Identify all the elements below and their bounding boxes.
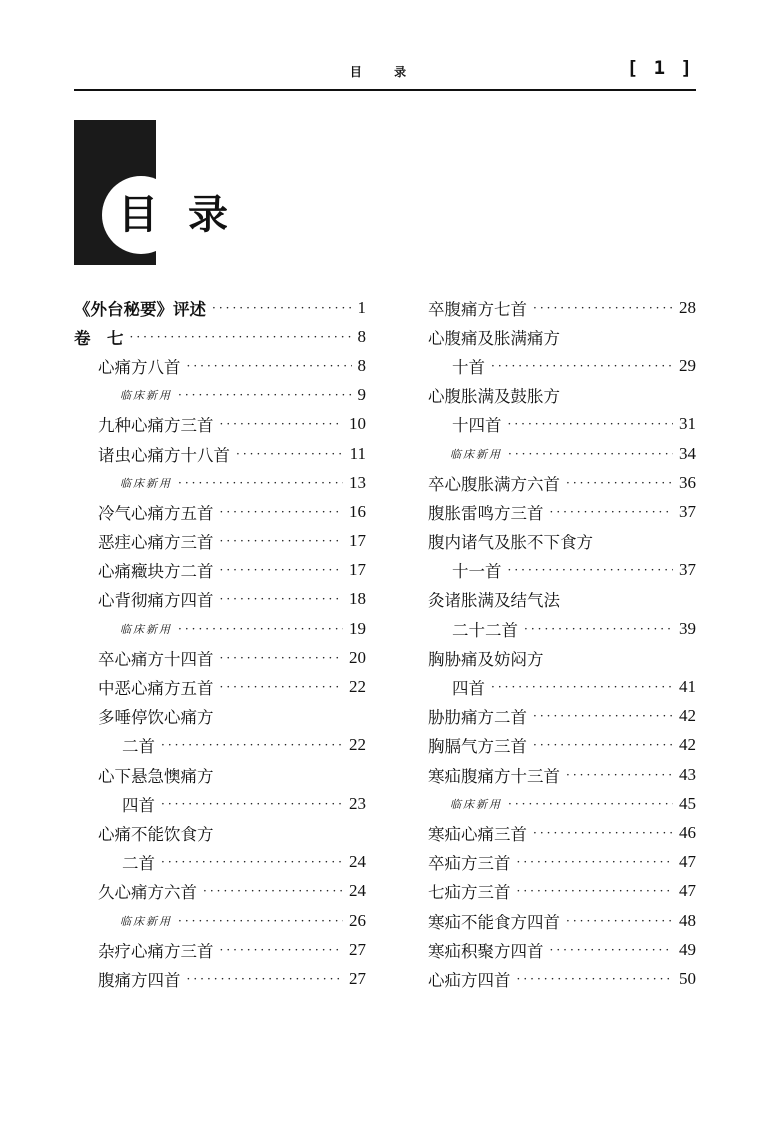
toc-entry-page: 36 — [679, 472, 696, 492]
toc-entry — [74, 381, 366, 410]
toc-entry-label: 胸胁痛及妨闷方 — [428, 649, 544, 669]
toc-entry-page: 8 — [357, 326, 366, 346]
toc-entry-page: 47 — [679, 852, 696, 872]
toc-entry — [74, 322, 366, 351]
toc-leader-dots — [161, 738, 343, 752]
toc-entry-label: 寒疝腹痛方十三首 — [428, 766, 560, 786]
toc-leader-dots — [491, 359, 673, 373]
toc-entry-page: 11 — [349, 443, 366, 463]
toc-column-right — [428, 293, 696, 994]
toc-entry-page: 18 — [349, 589, 366, 609]
toc-entry-page: 50 — [679, 968, 696, 988]
toc-entry-page: 46 — [679, 822, 696, 842]
toc-leader-dots — [517, 884, 674, 898]
toc-entry — [74, 789, 366, 818]
toc-entry-page: 31 — [679, 414, 696, 434]
toc-entry-page: 20 — [349, 647, 366, 667]
toc-entry — [428, 906, 696, 935]
toc-entry — [74, 439, 366, 468]
toc-entry — [74, 906, 366, 935]
toc-entry-page: 47 — [679, 881, 696, 901]
toc-entry — [74, 585, 366, 614]
toc-entry-label: 心痛方八首 — [98, 357, 181, 377]
toc-entry — [74, 935, 366, 964]
toc-entry-label: 腹痛方四首 — [98, 970, 181, 990]
toc-entry-page: 24 — [349, 852, 366, 872]
toc-entry — [74, 848, 366, 877]
toc-entry-label: 灸诸胀满及结气法 — [428, 591, 560, 611]
page-title-char-2: 录 — [188, 192, 228, 238]
toc-entry-page: 29 — [679, 355, 696, 375]
toc-entry — [74, 556, 366, 585]
toc-leader-dots — [491, 680, 673, 694]
toc-entry-page: 37 — [679, 501, 696, 521]
toc-entry-label: 杂疗心痛方三首 — [98, 941, 214, 961]
toc-entry-label: 卒腹痛方七首 — [428, 299, 527, 319]
toc-entry-label: 九种心痛方三首 — [98, 416, 214, 436]
toc-column-left — [74, 293, 366, 994]
toc-entry — [428, 381, 696, 410]
toc-entry — [428, 672, 696, 701]
toc-entry-label: 心疝方四首 — [428, 970, 511, 990]
toc-entry-label: 恶疰心痛方三首 — [98, 533, 214, 553]
toc-entry-label: 久心痛方六首 — [98, 883, 197, 903]
header-rule — [74, 89, 696, 91]
toc-entry-label: 卒疝方三首 — [428, 854, 511, 874]
toc-entry-label: 心腹痛及胀满痛方 — [428, 328, 560, 348]
toc-entry-page: 37 — [679, 560, 696, 580]
toc-entry-label: 临床新用 — [120, 914, 172, 928]
toc-entry — [428, 614, 696, 643]
toc-entry-page: 22 — [349, 677, 366, 697]
toc-leader-dots — [220, 943, 344, 957]
toc-entry — [428, 964, 696, 993]
toc-entry — [74, 351, 366, 380]
toc-leader-dots — [220, 680, 344, 694]
toc-entry-label: 卷 七 — [74, 328, 124, 348]
toc-entry-page: 23 — [349, 793, 366, 813]
toc-entry-page: 28 — [679, 297, 696, 317]
toc-entry-label: 七疝方三首 — [428, 883, 511, 903]
toc-entry — [428, 789, 696, 818]
toc-entry-page: 19 — [349, 618, 366, 638]
toc-leader-dots — [161, 797, 343, 811]
toc-entry-label: 冷气心痛方五首 — [98, 503, 214, 523]
toc-entry — [428, 497, 696, 526]
toc-entry-label: 多唾停饮心痛方 — [98, 708, 214, 728]
toc-entry — [428, 935, 696, 964]
toc-entry-page: 49 — [679, 939, 696, 959]
toc-entry — [74, 818, 366, 847]
toc-leader-dots — [236, 447, 344, 461]
toc-entry-page: 13 — [349, 472, 366, 492]
toc-entry — [428, 818, 696, 847]
toc-entry — [428, 702, 696, 731]
toc-entry-page: 27 — [349, 968, 366, 988]
toc-leader-dots — [220, 563, 344, 577]
toc-entry — [428, 468, 696, 497]
toc-entry — [428, 322, 696, 351]
toc-entry-label: 卒心痛方十四首 — [98, 649, 214, 669]
toc-entry — [428, 760, 696, 789]
toc-leader-dots — [220, 592, 344, 606]
toc-entry-page: 9 — [357, 385, 366, 405]
toc-entry-label: 临床新用 — [120, 622, 172, 636]
toc-entry-page: 48 — [679, 910, 696, 930]
toc-leader-dots — [220, 505, 344, 519]
toc-leader-dots — [533, 826, 673, 840]
toc-leader-dots — [566, 476, 673, 490]
toc-entry-page: 39 — [679, 618, 696, 638]
toc-leader-dots — [517, 972, 674, 986]
toc-leader-dots — [178, 388, 352, 402]
toc-entry — [74, 672, 366, 701]
toc-entry-page: 8 — [357, 355, 366, 375]
page-number: [ 1 ] — [626, 57, 694, 79]
toc-leader-dots — [178, 622, 343, 636]
toc-leader-dots — [161, 855, 343, 869]
toc-entry — [74, 410, 366, 439]
toc-entry-label: 心痛不能饮食方 — [98, 824, 214, 844]
toc-leader-dots — [550, 505, 674, 519]
running-header — [74, 55, 696, 89]
toc-entry-page: 10 — [349, 414, 366, 434]
toc-leader-dots — [566, 914, 673, 928]
toc-entry — [74, 760, 366, 789]
toc-entry-label: 临床新用 — [450, 797, 502, 811]
toc-entry — [74, 293, 366, 322]
toc-entry-page: 42 — [679, 735, 696, 755]
toc-entry-label: 心下悬急懊痛方 — [98, 766, 214, 786]
toc-leader-dots — [178, 476, 343, 490]
toc-leader-dots — [187, 972, 344, 986]
toc-entry-label: 诸虫心痛方十八首 — [98, 445, 230, 465]
toc-entry — [428, 556, 696, 585]
toc-entry-label: 《外台秘要》评述 — [74, 299, 206, 319]
toc-entry — [428, 351, 696, 380]
toc-entry-label: 寒疝心痛三首 — [428, 824, 527, 844]
toc-leader-dots — [508, 447, 673, 461]
toc-leader-dots — [533, 301, 673, 315]
toc-entry-label: 胁肋痛方二首 — [428, 708, 527, 728]
toc-entry-page: 41 — [679, 677, 696, 697]
toc-entry-label: 心腹胀满及鼓胀方 — [428, 387, 560, 407]
toc-entry — [428, 585, 696, 614]
toc-entry — [428, 410, 696, 439]
toc-entry-label: 十首 — [452, 357, 485, 377]
toc-entry — [74, 497, 366, 526]
toc-entry-label: 心背彻痛方四首 — [98, 591, 214, 611]
toc-entry — [428, 731, 696, 760]
toc-entry-label: 寒疝积聚方四首 — [428, 941, 544, 961]
toc-entry — [74, 731, 366, 760]
toc-leader-dots — [220, 417, 344, 431]
toc-entry — [428, 848, 696, 877]
toc-entry-label: 二首 — [122, 854, 155, 874]
toc-leader-dots — [203, 884, 343, 898]
toc-entry-label: 胸膈气方三首 — [428, 737, 527, 757]
toc-entry — [74, 527, 366, 556]
toc-entry-label: 寒疝不能食方四首 — [428, 912, 560, 932]
toc-entry-page: 24 — [349, 881, 366, 901]
toc-leader-dots — [178, 914, 343, 928]
toc-entry-label: 心痛癥块方二首 — [98, 562, 214, 582]
toc-leader-dots — [220, 651, 344, 665]
toc-entry-label: 二首 — [122, 737, 155, 757]
toc-leader-dots — [187, 359, 352, 373]
toc-leader-dots — [212, 301, 352, 315]
toc-entry — [74, 643, 366, 672]
toc-entry-label: 临床新用 — [120, 476, 172, 490]
toc-leader-dots — [533, 709, 673, 723]
toc-entry-label: 腹胀雷鸣方三首 — [428, 503, 544, 523]
toc-entry-page: 27 — [349, 939, 366, 959]
toc-leader-dots — [220, 534, 344, 548]
toc-leader-dots — [517, 855, 674, 869]
toc-entry-label: 十四首 — [452, 416, 502, 436]
toc-entry-label: 腹内诸气及胀不下食方 — [428, 533, 593, 553]
toc-entry — [428, 527, 696, 556]
toc-entry — [74, 877, 366, 906]
toc-entry-label: 卒心腹胀满方六首 — [428, 474, 560, 494]
toc-leader-dots — [508, 797, 673, 811]
running-title: 目 录 — [349, 65, 421, 79]
toc-entry-label: 四首 — [452, 679, 485, 699]
toc-entry — [74, 468, 366, 497]
toc-entry — [428, 877, 696, 906]
toc-entry-label: 十一首 — [452, 562, 502, 582]
toc-leader-dots — [524, 622, 673, 636]
page-title-char-1: 目 — [118, 192, 158, 238]
toc-entry — [74, 964, 366, 993]
toc-entry-page: 22 — [349, 735, 366, 755]
toc-leader-dots — [508, 417, 674, 431]
toc-entry-page: 45 — [679, 793, 696, 813]
toc-entry-page: 26 — [349, 910, 366, 930]
toc-entry — [428, 293, 696, 322]
toc-entry-page: 1 — [357, 297, 366, 317]
toc-leader-dots — [508, 563, 674, 577]
toc-leader-dots — [533, 738, 673, 752]
toc-entry-page: 34 — [679, 443, 696, 463]
toc-entry-label: 临床新用 — [120, 389, 172, 403]
toc-leader-dots — [130, 330, 352, 344]
toc-entry-label: 二十二首 — [452, 620, 518, 640]
toc-leader-dots — [566, 768, 673, 782]
toc-entry-page: 16 — [349, 501, 366, 521]
toc-entry-label: 临床新用 — [450, 447, 502, 461]
toc-entry-page: 17 — [349, 560, 366, 580]
toc-entry-page: 42 — [679, 706, 696, 726]
toc-entry — [428, 643, 696, 672]
toc-leader-dots — [550, 943, 674, 957]
toc-entry — [74, 702, 366, 731]
toc-entry-label: 四首 — [122, 795, 155, 815]
toc-entry — [74, 614, 366, 643]
toc-entry-label: 中恶心痛方五首 — [98, 679, 214, 699]
toc-entry-page: 17 — [349, 531, 366, 551]
toc-entry-page: 43 — [679, 764, 696, 784]
toc-entry — [428, 439, 696, 468]
